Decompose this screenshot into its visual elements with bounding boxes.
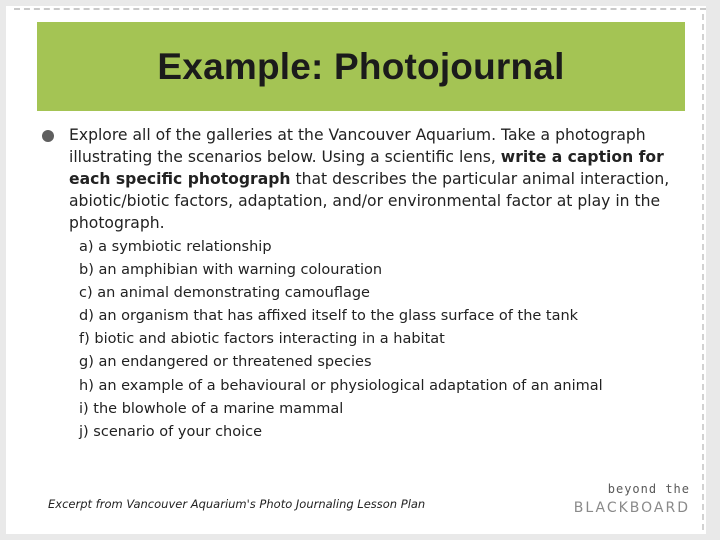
scenario-item: g) an endangered or threatened species [79, 354, 372, 371]
intro-text-part2: that describes the particular animal interaction, abiotic/biotic factors, adaptation, and/or environmental factor at play in the photograph. [69, 170, 670, 232]
intro-text-bold: write a caption for each specific photograph [69, 148, 664, 188]
excerpt-credit: Excerpt from Vancouver Aquarium's Photo Journaling Lesson Plan [48, 497, 426, 511]
slide-title: Example: Photojournal [157, 45, 565, 87]
scenario-item: f) biotic and abiotic factors interacting in a habitat [79, 331, 445, 348]
scenario-item: j) scenario of your choice [79, 423, 263, 440]
scenario-item: c) an animal demonstrating camouflage [79, 285, 370, 302]
top-dashed-border [14, 8, 706, 10]
right-dashed-border [702, 14, 704, 530]
logo-wordmark: BLACKBOARD [573, 500, 690, 516]
scenario-item: a) a symbiotic relationship [79, 239, 272, 255]
bullet-dot-icon [42, 130, 54, 142]
scenario-item: d) an organism that has affixed itself to the glass surface of the tank [79, 308, 579, 325]
title-bar [37, 22, 685, 111]
scenario-item: h) an example of a behavioural or physiological adaptation of an animal [79, 377, 603, 394]
scenario-item: i) the blowhole of a marine mammal [79, 400, 344, 417]
intro-text-part1: Explore all of the galleries at the Vancouver Aquarium. Take a photograph illustrating the scenarios below. Using a scientific lens, [69, 126, 646, 166]
scenario-list [79, 236, 679, 444]
logo-tagline: beyond the [607, 482, 690, 496]
intro-paragraph [69, 124, 681, 234]
beyond-the-blackboard-logo [566, 482, 690, 518]
scenario-item: b) an amphibian with warning colouration [79, 262, 383, 279]
